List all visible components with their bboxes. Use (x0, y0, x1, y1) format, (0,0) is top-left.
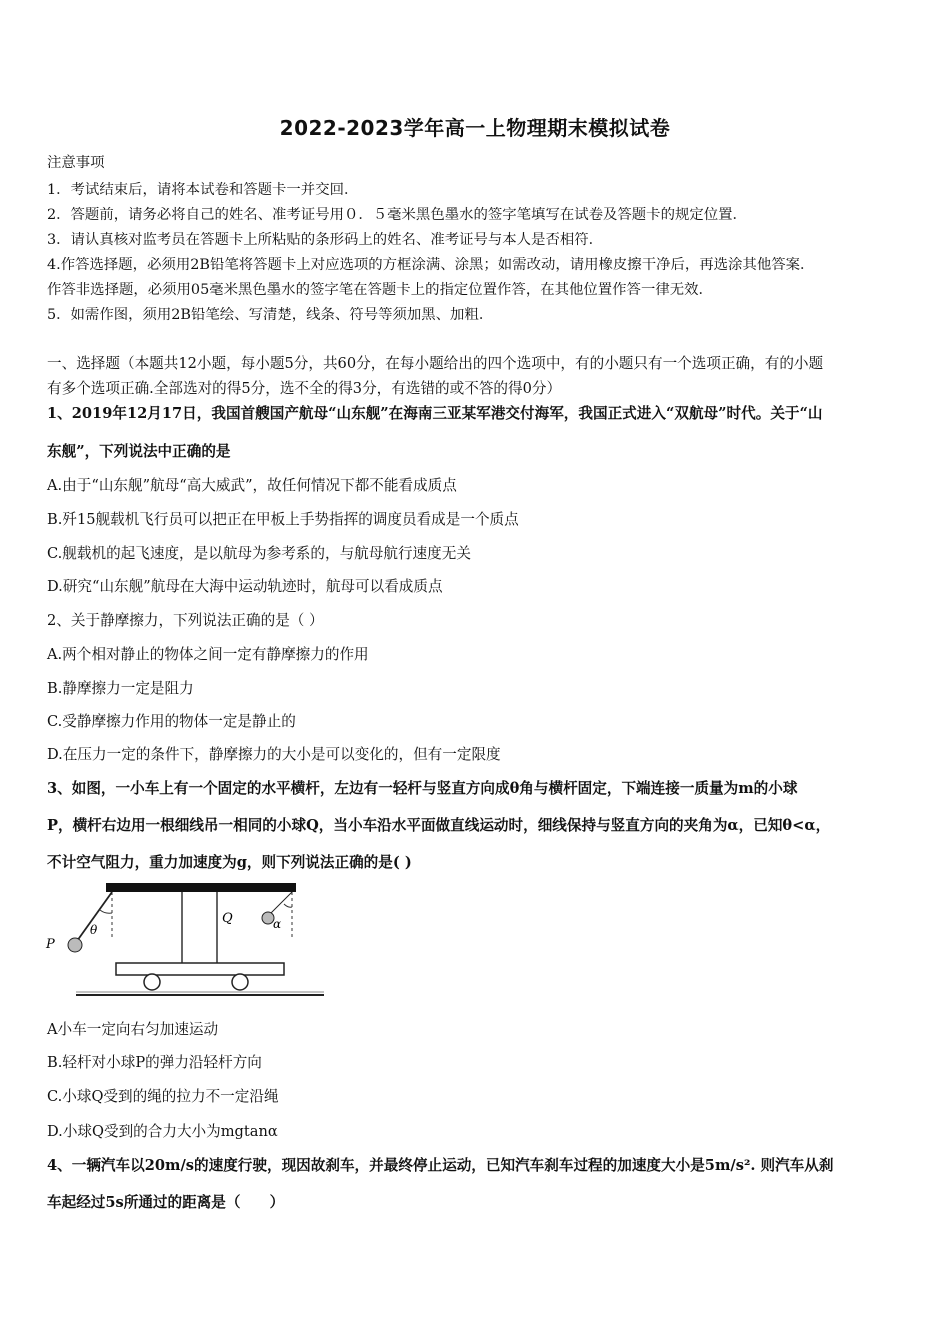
q1-option-c: C.舰载机的起飞速度，是以航母为参考系的，与航母航行速度无关 (47, 545, 471, 562)
q2-option-d: D.在压力一定的条件下，静摩擦力的大小是可以变化的，但有一定限度 (47, 746, 501, 763)
label-theta: θ (90, 923, 98, 937)
label-alpha: α (273, 917, 282, 931)
note-item: 3．请认真核对监考员在答题卡上所粘贴的条形码上的姓名、准考证号与本人是否相符． (47, 232, 604, 248)
q2-option-a: A.两个相对静止的物体之间一定有静摩擦力的作用 (47, 646, 369, 663)
q3-stem-line3: 不计空气阻力，重力加速度为g，则下列说法正确的是( ) (47, 854, 412, 871)
q1-option-a: A.由于“山东舰”航母“高大威武”，故任何情况下都不能看成质点 (47, 477, 457, 494)
theta-arc (100, 910, 112, 913)
horizontal-bar (106, 883, 296, 892)
q3-stem-line2: P，横杆右边用一根细线吊一相同的小球Q，当小车沿水平面做直线运动时，细线保持与竖直方向的夹角为α，已知θ<α， (47, 817, 831, 834)
q4-stem-line2: 车起经过5s所通过的距离是（ ） (47, 1194, 285, 1211)
q3-stem-line1: 3、如图，一小车上有一个固定的水平横杆，左边有一轻杆与竖直方向成θ角与横杆固定，下端连接一质量为m的小球 (47, 780, 798, 797)
note-item: 4.作答选择题，必须用2B铅笔将答题卡上对应选项的方框涂满、涂黑；如需改动，请用橡皮擦干净后，再选涂其他答案． (47, 257, 815, 273)
q3-option-c: C.小球Q受到的绳的拉力不一定沿绳 (47, 1088, 279, 1105)
q3-option-b: B.轻杆对小球P的弹力沿轻杆方向 (47, 1054, 262, 1071)
q2-option-c: C.受静摩擦力作用的物体一定是静止的 (47, 713, 296, 730)
q3-option-d: D.小球Q受到的合力大小为mgtanα (47, 1123, 278, 1140)
label-p: P (46, 937, 55, 952)
section-instructions-line2: 有多个选项正确.全部选对的得5分，选不全的得3分，有选错的或不答的得0分） (47, 380, 562, 397)
q1-option-d: D.研究“山东舰”航母在大海中运动轨迹时，航母可以看成质点 (47, 578, 443, 595)
right-wheel (232, 974, 248, 990)
alpha-arc (284, 904, 292, 907)
note-item: 作答非选择题，必须用05毫米黑色墨水的签字笔在答题卡上的指定位置作答，在其他位置作答一律无效． (47, 282, 713, 298)
q1-option-b: B.歼15舰载机飞行员可以把正在甲板上手势指挥的调度员看成是一个质点 (47, 511, 519, 528)
ball-p (68, 938, 82, 952)
note-item: 2．答题前，请务必将自己的姓名、准考证号用０．５毫米黑色墨水的签字笔填写在试卷及答题卡的规定位置． (47, 207, 747, 223)
section-instructions-line1: 一、选择题（本题共12小题，每小题5分，共60分，在每小题给出的四个选项中，有的小题只有一个选项正确，有的小题 (47, 355, 824, 372)
notes-heading: 注意事项 (47, 155, 105, 171)
left-wheel (144, 974, 160, 990)
label-q: Q (222, 911, 233, 926)
note-item: 1．考试结束后，请将本试卷和答题卡一并交回． (47, 182, 359, 198)
q3-option-a: A小车一定向右匀加速运动 (47, 1021, 219, 1038)
thin-string (270, 892, 292, 914)
q1-stem-line1: 1、2019年12月17日，我国首艘国产航母“山东舰”在海南三亚某军港交付海军，我国正式进入“双航母”时代。关于“山 (47, 405, 823, 422)
q1-stem-line2: 东舰”，下列说法中正确的是 (47, 443, 231, 460)
q2-stem: 2、关于静摩擦力，下列说法正确的是（ ） (47, 612, 324, 629)
cart-diagram (44, 878, 328, 1002)
note-item: 5．如需作图，须用2B铅笔绘、写清楚，线条、符号等须加黑、加粗． (47, 307, 494, 323)
exam-title: 2022-2023学年高一上物理期末模拟试卷 (279, 116, 671, 140)
q4-stem-line1: 4、一辆汽车以20m/s的速度行驶，现因故刹车，并最终停止运动，已知汽车刹车过程的加速度大小是5m/s². 则汽车从刹 (47, 1157, 834, 1174)
cart-platform (116, 963, 284, 975)
q2-option-b: B.静摩擦力一定是阻力 (47, 680, 194, 697)
